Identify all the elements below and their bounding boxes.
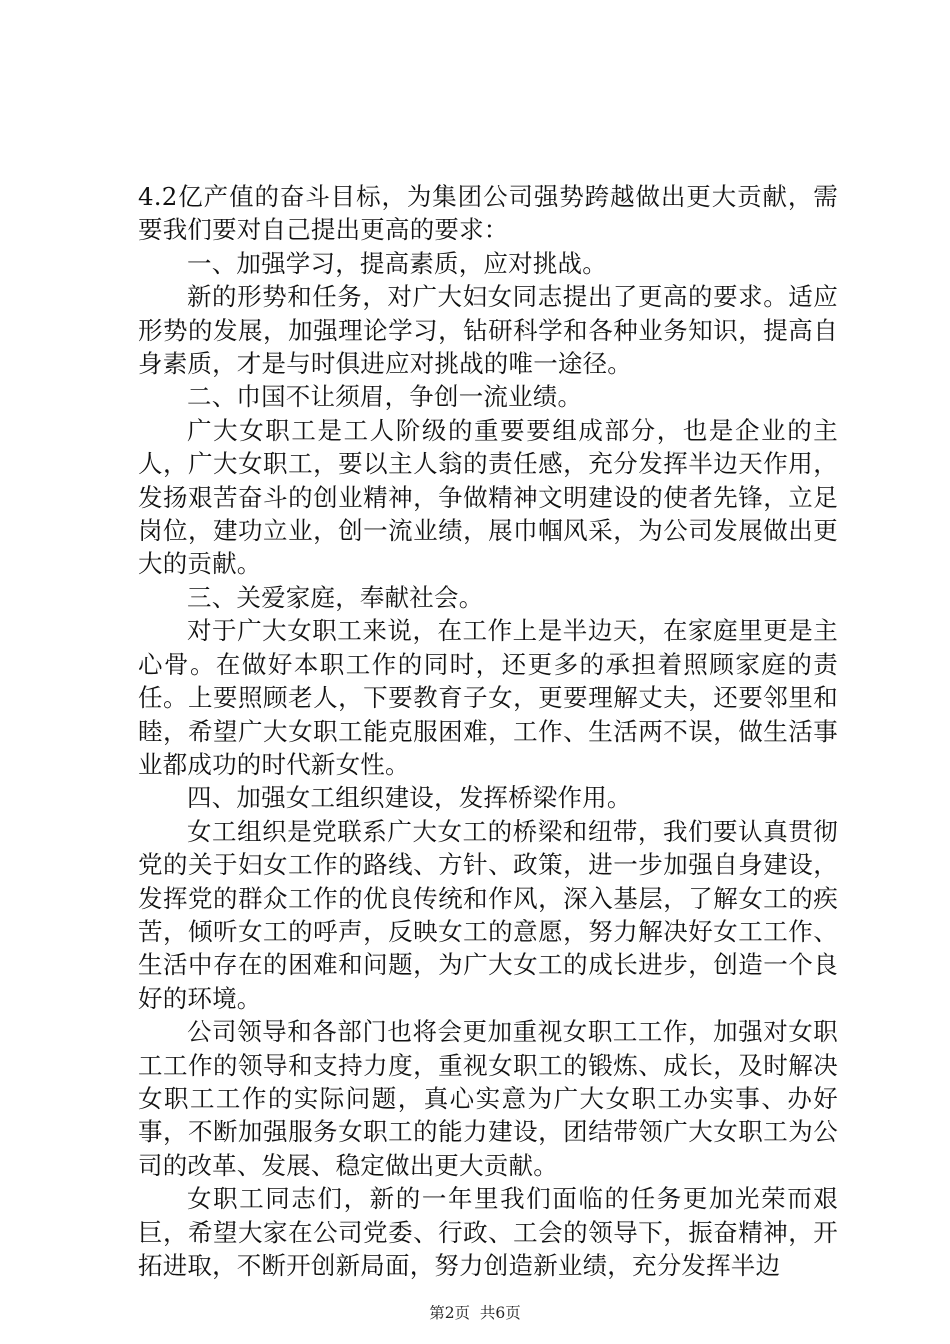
paragraph-section-2: 广大女职工是工人阶级的重要要组成部分，也是企业的主人，广大女职工，要以主人翁的责任感，充分发挥半边天作用，发扬艰苦奋斗的创业精神，争做精神文明建设的使者先锋，立足岗位，建功立业，创一流业绩，展巾帼风采，为公司发展做出更大的贡献。: [138, 415, 838, 579]
page-total: 共6页: [479, 1304, 521, 1322]
paragraph-section-1: 新的形势和任务，对广大妇女同志提出了更高的要求。适应形势的发展，加强理论学习，钻研科学和各种业务知识，提高自身素质，才是与时俱进应对挑战的唯一途径。: [138, 282, 838, 379]
document-body: [138, 180, 838, 1282]
paragraph-section-4: 女工组织是党联系广大女工的桥梁和纽带，我们要认真贯彻党的关于妇女工作的路线、方针、政策，进一步加强自身建设，发挥党的群众工作的优良传统和作风，深入基层，了解女工的疾苦，倾听女工的呼声，反映女工的意愿，努力解决好女工工作、生活中存在的困难和问题，为广大女工的成长进步，创造一个良好的环境。: [138, 816, 838, 1013]
paragraph-intro: 4.2亿产值的奋斗目标，为集团公司强势跨越做出更大贡献，需要我们要对自己提出更高的要求：: [138, 182, 838, 245]
paragraph-leadership: 公司领导和各部门也将会更加重视女职工工作，加强对女职工工作的领导和支持力度，重视女职工的锻炼、成长，及时解决女职工工作的实际问题，真心实意为广大女职工办实事、办好事，不断加强服务女职工的能力建设，团结带领广大女职工为公司的改革、发展、稳定做出更大贡献。: [138, 1017, 838, 1180]
page-footer: [0, 1303, 950, 1323]
heading-section-4: 四、加强女工组织建设，发挥桥梁作用。: [187, 783, 632, 813]
heading-section-1: 一、加强学习，提高素质，应对挑战。: [187, 248, 607, 278]
paragraph-closing: 女职工同志们，新的一年里我们面临的任务更加光荣而艰巨，希望大家在公司党委、行政、工会的领导下，振奋精神，开拓进取，不断开创新局面，努力创造新业绩，充分发挥半边: [138, 1184, 838, 1280]
heading-section-2: 二、巾国不让须眉，争创一流业绩。: [187, 382, 583, 412]
heading-section-3: 三、关爱家庭，奉献社会。: [187, 582, 484, 612]
paragraph-section-3: 对于广大女职工来说，在工作上是半边天，在家庭里更是主心骨。在做好本职工作的同时，还更多的承担着照顾家庭的责任。上要照顾老人，下要教育子女，更要理解丈夫，还要邻里和睦，希望广大女职工能克服困难，工作、生活两不误，做生活事业都成功的时代新女性。: [138, 616, 838, 779]
page-number: 第2页: [429, 1304, 471, 1322]
footer-spacer: [470, 1304, 480, 1322]
